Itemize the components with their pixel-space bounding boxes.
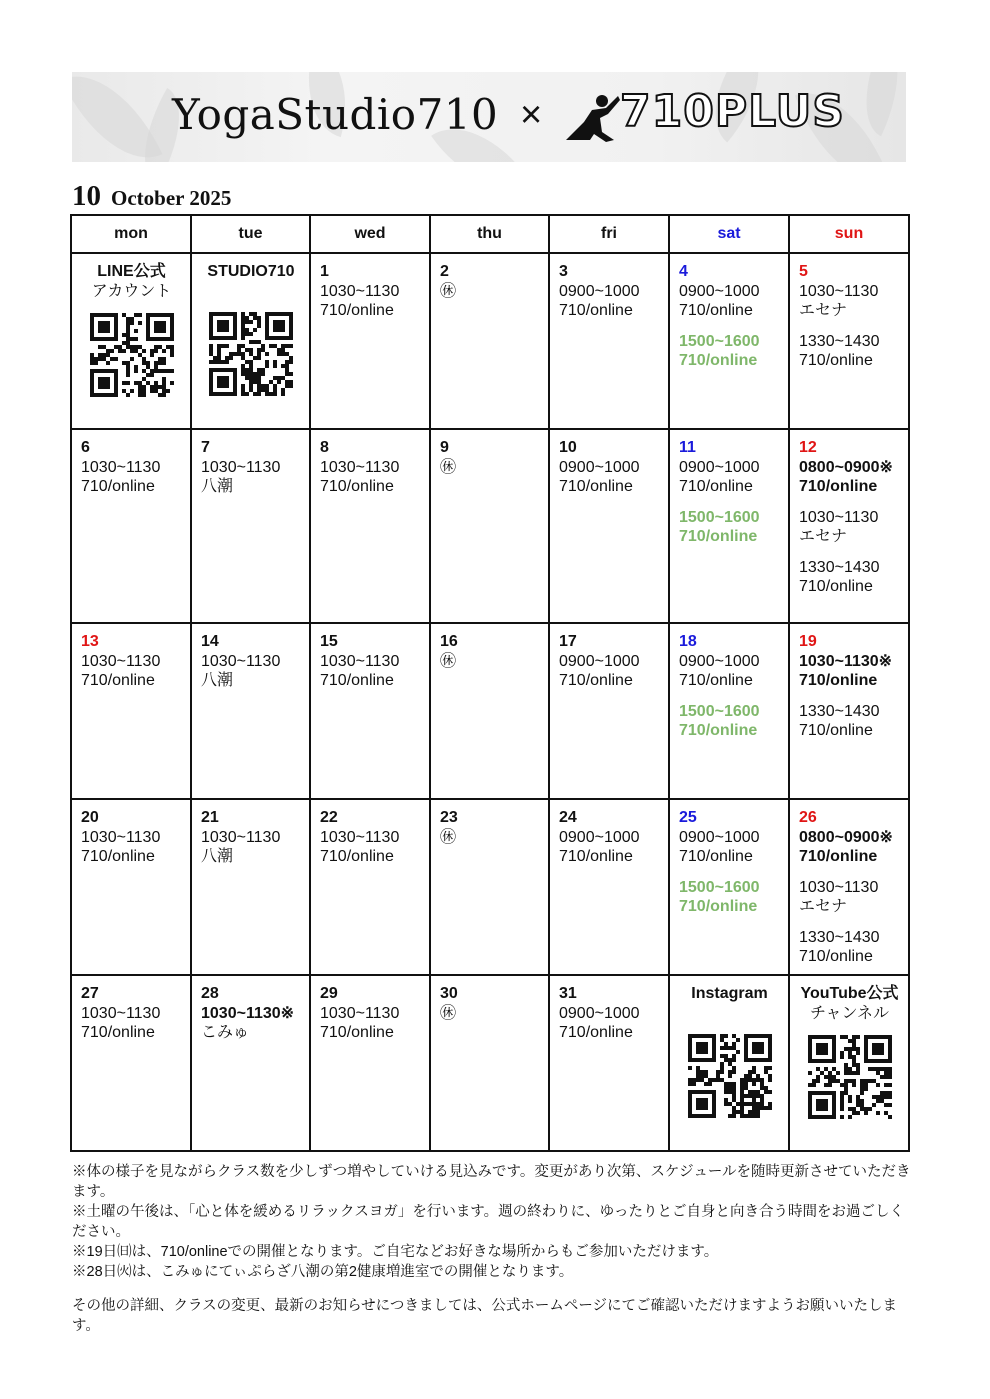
class-time: 1330~1430 (799, 928, 880, 946)
weekday-wed: wed (310, 215, 430, 253)
class-time: 0900~1000 (679, 282, 760, 300)
day-cell (430, 799, 549, 975)
class-place: 710/online (559, 672, 633, 689)
day-cell (310, 799, 430, 975)
day-number: 25 (679, 809, 697, 826)
class-place: 710/online (81, 478, 155, 495)
header-banner (72, 72, 906, 162)
day-number: 28 (201, 985, 219, 1002)
day-number: 12 (799, 439, 817, 456)
class-time: 1330~1430 (799, 558, 880, 576)
relax-class-place: 710/online (679, 898, 758, 915)
yoga-pose-logo-icon (562, 92, 622, 144)
class-time: 0800~0900※ (799, 828, 893, 846)
day-cell (191, 975, 310, 1151)
day-number: 8 (320, 439, 329, 456)
day-cell (669, 799, 789, 975)
day-number: 22 (320, 809, 338, 826)
instagram-qr-cell[interactable] (669, 975, 789, 1151)
notes-section (72, 1162, 912, 1336)
youtube-qr-cell[interactable] (789, 975, 909, 1151)
day-number: 15 (320, 633, 338, 650)
day-cell (669, 253, 789, 429)
class-time: 0900~1000 (559, 828, 640, 846)
class-place: エセナ (799, 528, 848, 545)
line-qr-cell[interactable] (71, 253, 191, 429)
instagram-qr-code-icon[interactable] (688, 1034, 772, 1118)
day-cell (71, 623, 191, 799)
youtube-label-sub: チャンネル (809, 1004, 890, 1022)
class-time: 1330~1430 (799, 702, 880, 720)
note-line: ※28日㈫は、こみゅにてぃぷらざ八潮の第2健康増進室での開催となります。 (72, 1264, 574, 1280)
class-time: 1030~1130 (320, 458, 400, 476)
class-place: 710/online (320, 478, 394, 495)
schedule-calendar (70, 214, 910, 1152)
line-label-sub: アカウント (91, 282, 172, 300)
class-place: 710/online (679, 302, 753, 319)
day-cell (789, 253, 909, 429)
week-row (71, 975, 909, 1151)
class-place: 710/online (799, 948, 873, 965)
youtube-label: YouTube公式 (800, 985, 899, 1002)
day-number: 30 (440, 985, 458, 1002)
class-place: 710/online (679, 672, 753, 689)
day-number: 21 (201, 809, 219, 826)
day-cell (430, 975, 549, 1151)
class-place: 710/online (320, 672, 394, 689)
class-time: 1030~1130 (320, 282, 400, 300)
note-line: ※土曜の午後は、「心と体を緩めるリラックスヨガ」を行います。週の終わりに、ゆったりとご自身と向き合う時間をお過ごしください。 (72, 1204, 905, 1240)
month-heading (72, 180, 231, 213)
class-time: 1030~1130 (201, 828, 281, 846)
weekday-fri: fri (549, 215, 669, 253)
class-time: 1030~1130 (320, 828, 400, 846)
day-cell (549, 623, 669, 799)
day-cell (789, 623, 909, 799)
day-number: 9 (440, 439, 449, 456)
day-cell (669, 429, 789, 623)
day-number: 11 (679, 439, 696, 456)
class-place: 710/online (320, 302, 394, 319)
class-place: 710/online (81, 848, 155, 865)
week-row (71, 623, 909, 799)
class-time: 1030~1130※ (799, 652, 893, 670)
instagram-label: Instagram (691, 985, 768, 1002)
class-time: 0900~1000 (679, 458, 760, 476)
day-number: 27 (81, 985, 99, 1002)
day-number: 6 (81, 439, 90, 456)
day-number: 4 (679, 263, 688, 280)
studio-title: YogaStudio710 (172, 90, 499, 139)
line-label: LINE公式 (97, 263, 166, 280)
class-time: 1030~1130 (81, 652, 161, 670)
day-number: 23 (440, 809, 458, 826)
day-cell (191, 429, 310, 623)
day-number: 2 (440, 263, 449, 280)
class-time: 1030~1130 (799, 508, 879, 526)
class-time: 1030~1130 (320, 652, 400, 670)
class-place: 710/online (320, 1024, 394, 1041)
day-number: 13 (81, 633, 99, 650)
day-cell (310, 623, 430, 799)
class-place: 八潮 (201, 478, 234, 495)
day-number: 20 (81, 809, 99, 826)
day-cell (191, 799, 310, 975)
day-number: 14 (201, 633, 219, 650)
closed-mark: ㊡ (440, 828, 457, 846)
note-line: ※体の様子を見ながらクラス数を少しずつ増やしていける見込みです。変更があり次第、スケジュールを随時更新させていただきます。 (72, 1164, 911, 1200)
youtube-qr-code-icon[interactable] (808, 1035, 892, 1119)
class-place: 710/online (799, 352, 873, 369)
day-cell (191, 623, 310, 799)
day-cell (669, 623, 789, 799)
closed-mark: ㊡ (440, 1004, 457, 1022)
class-time: 1030~1130 (81, 828, 161, 846)
day-number: 7 (201, 439, 210, 456)
day-cell (549, 429, 669, 623)
day-number: 26 (799, 809, 817, 826)
relax-class-time: 1500~1600 (679, 332, 760, 350)
class-time: 0900~1000 (559, 458, 640, 476)
relax-class-place: 710/online (679, 352, 758, 369)
class-place: 710/online (81, 1024, 155, 1041)
class-time: 1330~1430 (799, 332, 880, 350)
week-row (71, 799, 909, 975)
class-place: エセナ (799, 898, 848, 915)
note-line: ※19日㈰は、710/onlineでの開催となります。ご自宅などお好きな場所からもご参加いただけます。 (72, 1244, 719, 1260)
class-place: こみゅ (201, 1024, 250, 1041)
day-cell (310, 975, 430, 1151)
class-place: 710/online (799, 848, 878, 865)
studio-qr-cell[interactable] (191, 253, 310, 429)
day-cell (549, 975, 669, 1151)
day-number: 1 (320, 263, 329, 280)
studio-qr-code-icon[interactable] (209, 312, 293, 396)
class-place: 八潮 (201, 848, 234, 865)
brand-logo-text: 710PLUS (620, 86, 845, 137)
weekday-mon: mon (71, 215, 191, 253)
month-number: 10 (72, 180, 101, 212)
day-number: 31 (559, 985, 577, 1002)
month-name: October 2025 (111, 186, 232, 210)
weekday-thu: thu (430, 215, 549, 253)
class-place: 710/online (679, 848, 753, 865)
relax-class-place: 710/online (679, 722, 758, 739)
collab-times: × (520, 94, 543, 136)
week-row (71, 429, 909, 623)
class-place: 710/online (320, 848, 394, 865)
day-cell (549, 799, 669, 975)
class-time: 0800~0900※ (799, 458, 893, 476)
day-number: 17 (559, 633, 577, 650)
weekday-header-row (71, 215, 909, 253)
relax-class-time: 1500~1600 (679, 702, 760, 720)
week-row (71, 253, 909, 429)
day-number: 5 (799, 263, 808, 280)
class-time: 0900~1000 (559, 1004, 640, 1022)
day-number: 3 (559, 263, 568, 280)
studio-label: STUDIO710 (207, 263, 295, 280)
day-cell (789, 429, 909, 623)
day-number: 19 (799, 633, 817, 650)
closed-mark: ㊡ (440, 282, 457, 300)
class-place: エセナ (799, 302, 848, 319)
day-cell (430, 623, 549, 799)
class-place: 710/online (81, 672, 155, 689)
class-time: 1030~1130 (320, 1004, 400, 1022)
class-place: 八潮 (201, 672, 234, 689)
class-time: 0900~1000 (679, 828, 760, 846)
day-number: 18 (679, 633, 697, 650)
weekday-sat: sat (669, 215, 789, 253)
day-cell (789, 799, 909, 975)
class-place: 710/online (679, 478, 753, 495)
day-number: 24 (559, 809, 577, 826)
weekday-sun: sun (789, 215, 909, 253)
line-qr-code-icon[interactable] (90, 313, 174, 397)
class-place: 710/online (799, 578, 873, 595)
day-cell (71, 799, 191, 975)
class-time: 0900~1000 (679, 652, 760, 670)
day-cell (71, 975, 191, 1151)
relax-class-place: 710/online (679, 528, 758, 545)
closed-mark: ㊡ (440, 652, 457, 670)
weekday-tue: tue (191, 215, 310, 253)
class-time: 1030~1130 (201, 652, 281, 670)
day-cell (310, 429, 430, 623)
day-number: 10 (559, 439, 577, 456)
class-place: 710/online (559, 1024, 633, 1041)
relax-class-time: 1500~1600 (679, 878, 760, 896)
class-time: 1030~1130 (81, 458, 161, 476)
class-place: 710/online (559, 302, 633, 319)
day-cell (71, 429, 191, 623)
class-time: 1030~1130 (799, 878, 879, 896)
class-time: 1030~1130 (799, 282, 879, 300)
footer-note: その他の詳細、クラスの変更、最新のお知らせにつきましては、公式ホームページにてご確認いただけますようお願いいたします。 (72, 1298, 898, 1334)
class-time: 1030~1130※ (201, 1004, 295, 1022)
day-cell (430, 429, 549, 623)
day-number: 29 (320, 985, 338, 1002)
day-cell (430, 253, 549, 429)
class-place: 710/online (799, 672, 878, 689)
class-place: 710/online (799, 722, 873, 739)
class-place: 710/online (799, 478, 878, 495)
closed-mark: ㊡ (440, 458, 457, 476)
day-cell (310, 253, 430, 429)
class-place: 710/online (559, 848, 633, 865)
relax-class-time: 1500~1600 (679, 508, 760, 526)
class-time: 0900~1000 (559, 652, 640, 670)
class-time: 1030~1130 (81, 1004, 161, 1022)
day-number: 16 (440, 633, 458, 650)
class-time: 0900~1000 (559, 282, 640, 300)
class-place: 710/online (559, 478, 633, 495)
day-cell (549, 253, 669, 429)
class-time: 1030~1130 (201, 458, 281, 476)
